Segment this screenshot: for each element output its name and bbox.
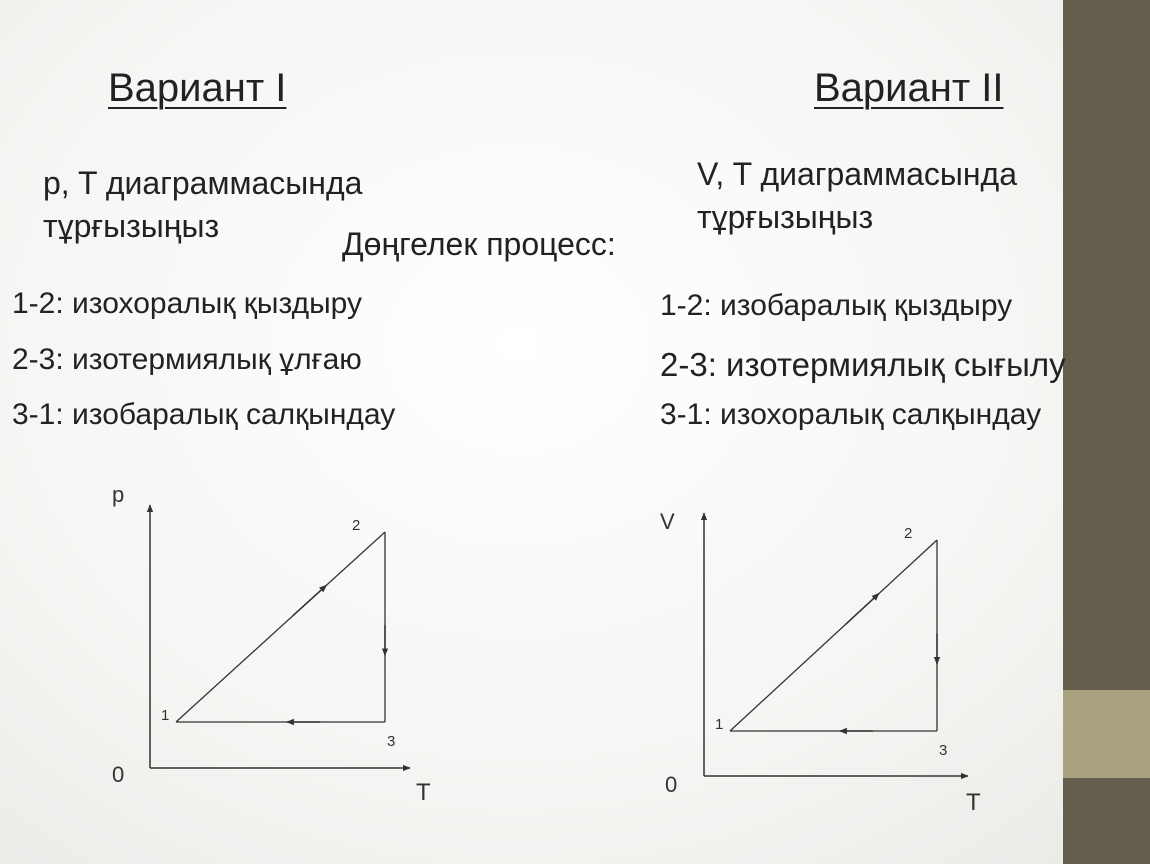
- variant-2-step-3: 3-1: изохоралық салқындау: [660, 398, 1042, 431]
- diagram-2-y-axis-label: V: [660, 509, 675, 534]
- diagram-2-x-axis-label: T: [966, 789, 981, 816]
- diagram-1-origin-label: 0: [112, 762, 125, 787]
- variant-2-step-1: 1-2: изобаралық қыздыру: [660, 289, 1013, 322]
- diagram-1-x-axis-label: T: [416, 779, 431, 806]
- variant-1-step-2: 2-3: изотермиялық ұлғаю: [12, 343, 362, 376]
- diagram-1-point-1-label: 1: [161, 707, 170, 724]
- diagram-1-point-2-label: 2: [352, 517, 361, 534]
- diagram-1-process-1-2-arrow: [293, 585, 326, 615]
- diagram-1: [112, 482, 431, 806]
- variant-1-step-3: 3-1: изобаралық салқындау: [12, 398, 396, 431]
- cycle-label: Дөңгелек процесс:: [342, 226, 616, 262]
- diagram-2-origin-label: 0: [665, 772, 678, 797]
- diagram-2-process-1-2-arrow: [846, 593, 879, 624]
- diagram-2-point-2-label: 2: [904, 525, 913, 542]
- diagram-2: [660, 509, 981, 816]
- diagram-1-y-axis-label: p: [112, 482, 125, 507]
- variant-2-step-2: 2-3: изотермиялық сығылу: [660, 346, 1066, 383]
- diagram-2-point-3-label: 3: [939, 742, 948, 759]
- variant-2-task: V, T диаграммасында тұрғызыңыз: [697, 156, 1018, 235]
- diagram-2-point-1-label: 1: [715, 716, 724, 733]
- variant-1-step-1: 1-2: изохоралық қыздыру: [12, 287, 362, 320]
- variant-1-title: Вариант I: [108, 66, 287, 110]
- diagram-1-process-1-2: [176, 532, 385, 722]
- diagram-2-process-1-2: [730, 540, 937, 731]
- diagram-1-point-3-label: 3: [387, 733, 396, 750]
- variant-2-title: Вариант II: [814, 66, 1004, 110]
- variant-1-task: p, T диаграммасында тұрғызыңыз: [43, 165, 363, 244]
